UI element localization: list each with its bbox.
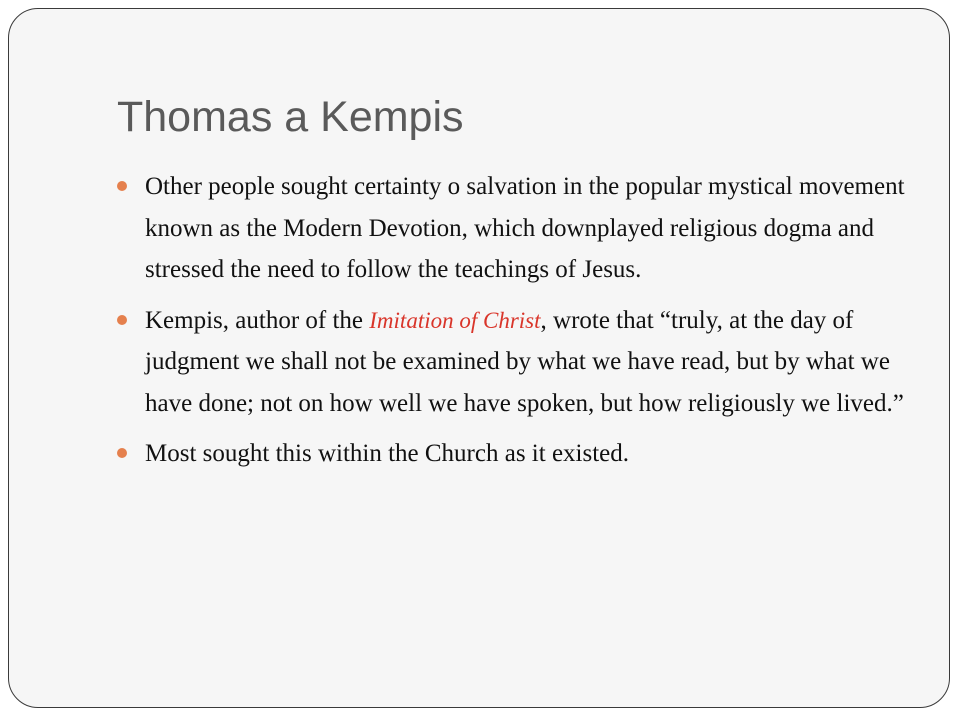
bullet-text-before: Kempis, author of the (145, 306, 370, 334)
bullet-dot-icon (117, 181, 127, 191)
slide-frame (8, 8, 950, 708)
bullet-item-within-church (115, 433, 915, 475)
bullet-text: Most sought this within the Church as it existed. (145, 440, 630, 467)
bullet-list (115, 166, 915, 484)
bullet-text: Other people sought certainty o salvation in the popular mystical movement known as the Modern Devotion, which downplayed religious dogma and stressed the need to follow the teachings of Jesus. (145, 173, 905, 283)
bullet-text-after: , wrote that “truly, at the day of judgment we shall not be examined by what we have read, but by what we have done; not on how well we have spoken, but how religiously we lived.” (145, 306, 904, 417)
bullet-dot-icon (117, 448, 127, 458)
book-title-emphasis: Imitation of Christ (369, 307, 541, 333)
bullet-dot-icon (117, 315, 127, 325)
bullet-item-modern-devotion (115, 166, 915, 291)
bullet-item-kempis-quote (115, 300, 915, 425)
slide-title: Thomas a Kempis (117, 93, 464, 141)
